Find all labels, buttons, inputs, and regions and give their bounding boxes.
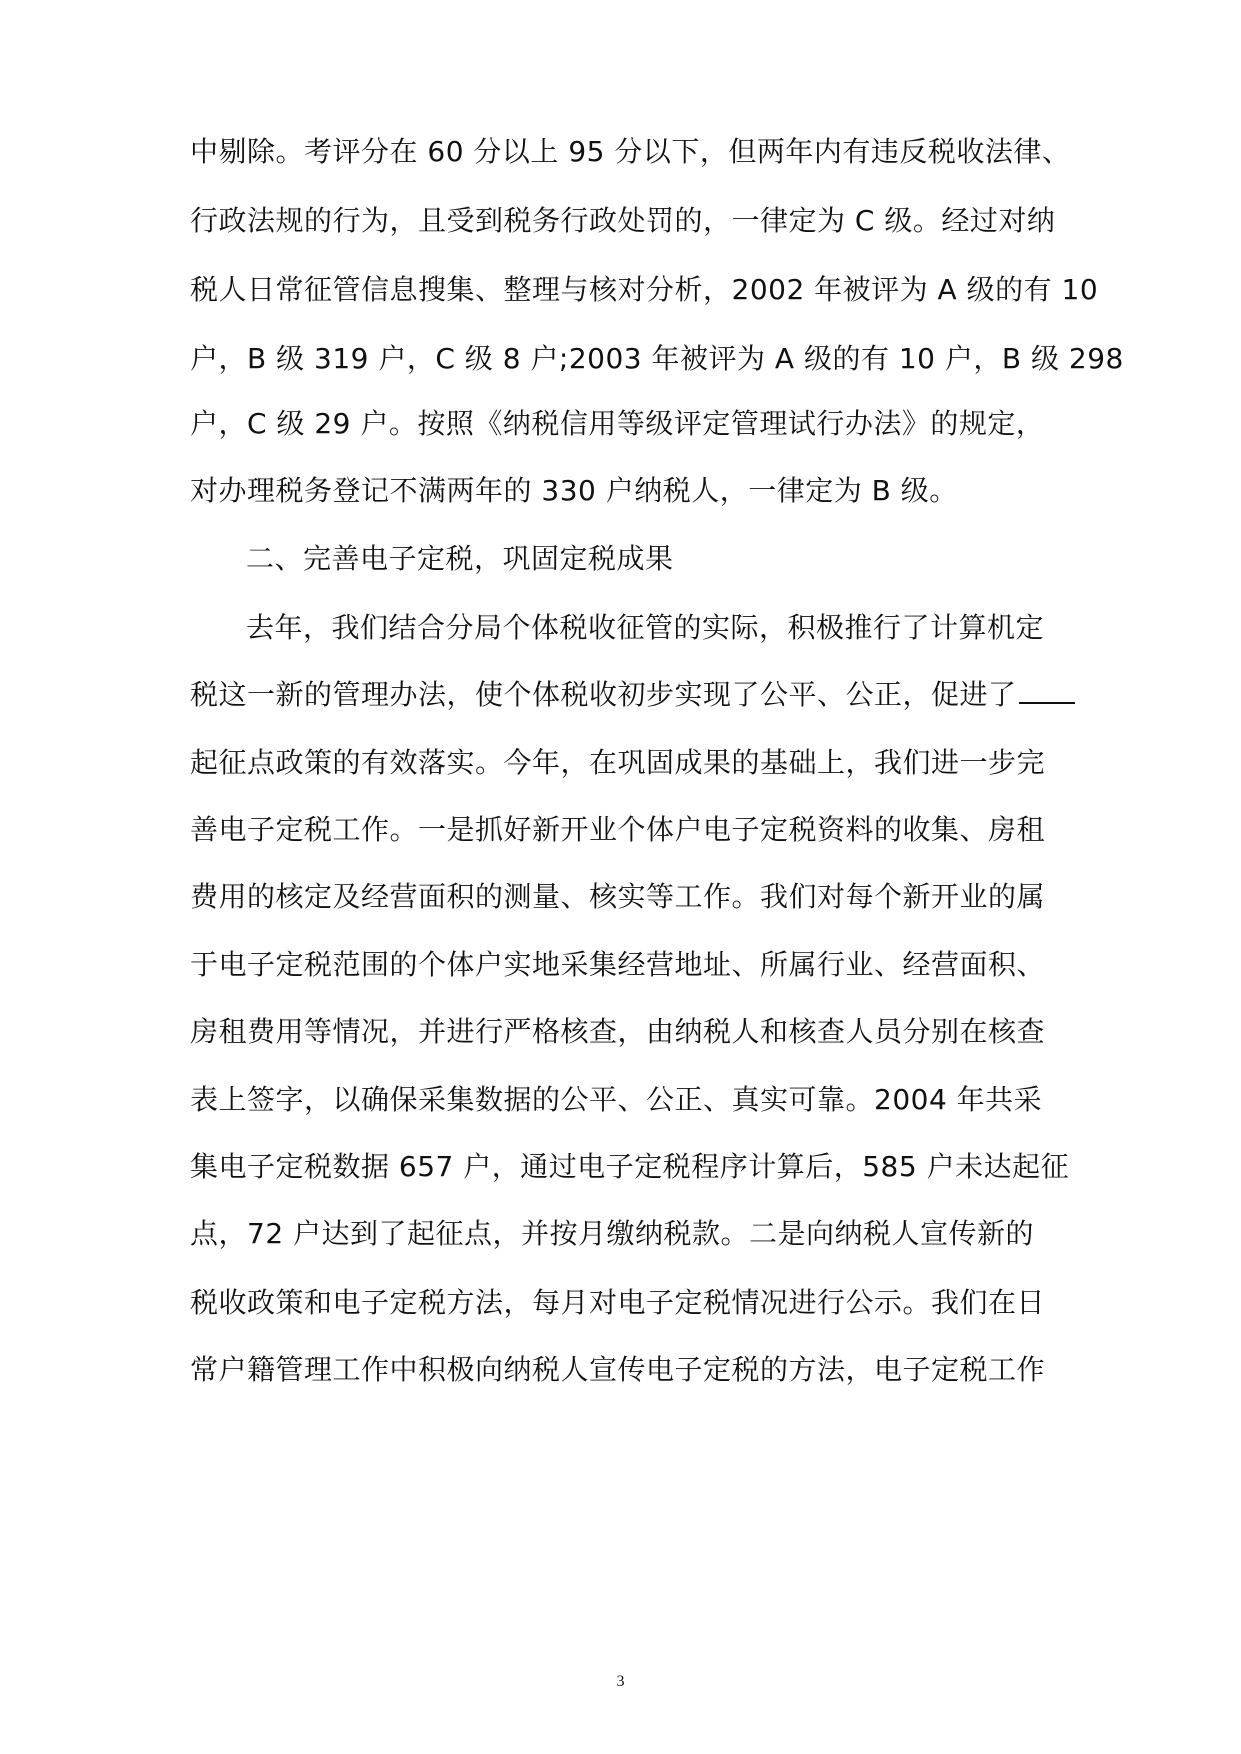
paragraph-line-text: 税这一新的管理办法，使个体税收初步实现了公平、公正，促进了 (190, 678, 1017, 711)
paragraph-line: 善电子定税工作。一是抓好新开业个体户电子定税资料的收集、房租 (190, 813, 1046, 846)
paragraph-line: 费用的核定及经营面积的测量、核实等工作。我们对每个新开业的属 (190, 880, 1046, 913)
paragraph-line: 房租费用等情况，并进行严格核查，由纳税人和核查人员分别在核查 (190, 1015, 1046, 1048)
paragraph-line: 常户籍管理工作中积极向纳税人宣传电子定税的方法，电子定税工作 (190, 1353, 1046, 1386)
section-heading: 二、完善电子定税，巩固定税成果 (246, 542, 674, 575)
blank-underline (1019, 678, 1075, 704)
paragraph-line (190, 675, 1060, 715)
paragraph-line: 表上签字，以确保采集数据的公平、公正、真实可靠。2004 年共采 (190, 1083, 1043, 1116)
paragraph-line: 起征点政策的有效落实。今年，在巩固成果的基础上，我们进一步完 (190, 746, 1046, 779)
paragraph-line: 行政法规的行为，且受到税务行政处罚的，一律定为 C 级。经过对纳 (190, 204, 1056, 237)
paragraph-line: 于电子定税范围的个体户实地采集经营地址、所属行业、经营面积、 (190, 948, 1046, 981)
page-number: 3 (616, 1673, 625, 1690)
paragraph-line: 税人日常征管信息搜集、整理与核对分析，2002 年被评为 A 级的有 10 (190, 273, 1099, 306)
paragraph-line: 税收政策和电子定税方法，每月对电子定税情况进行公示。我们在日 (190, 1286, 1046, 1319)
paragraph-line: 集电子定税数据 657 户，通过电子定税程序计算后，585 户未达起征 (190, 1150, 1070, 1183)
paragraph-line: 去年，我们结合分局个体税收征管的实际，积极推行了计算机定 (246, 611, 1045, 644)
paragraph-line: 中剔除。考评分在 60 分以上 95 分以下，但两年内有违反税收法律、 (190, 135, 1071, 168)
paragraph-line: 户，B 级 319 户，C 级 8 户;2003 年被评为 A 级的有 10 户，B 级 298 (190, 342, 1124, 375)
paragraph-line: 对办理税务登记不满两年的 330 户纳税人，一律定为 B 级。 (190, 474, 958, 507)
paragraph-line: 户，C 级 29 户。按照《纳税信用等级评定管理试行办法》的规定， (190, 407, 1045, 440)
paragraph-line: 点，72 户达到了起征点，并按月缴纳税款。二是向纳税人宣传新的 (190, 1217, 1035, 1250)
